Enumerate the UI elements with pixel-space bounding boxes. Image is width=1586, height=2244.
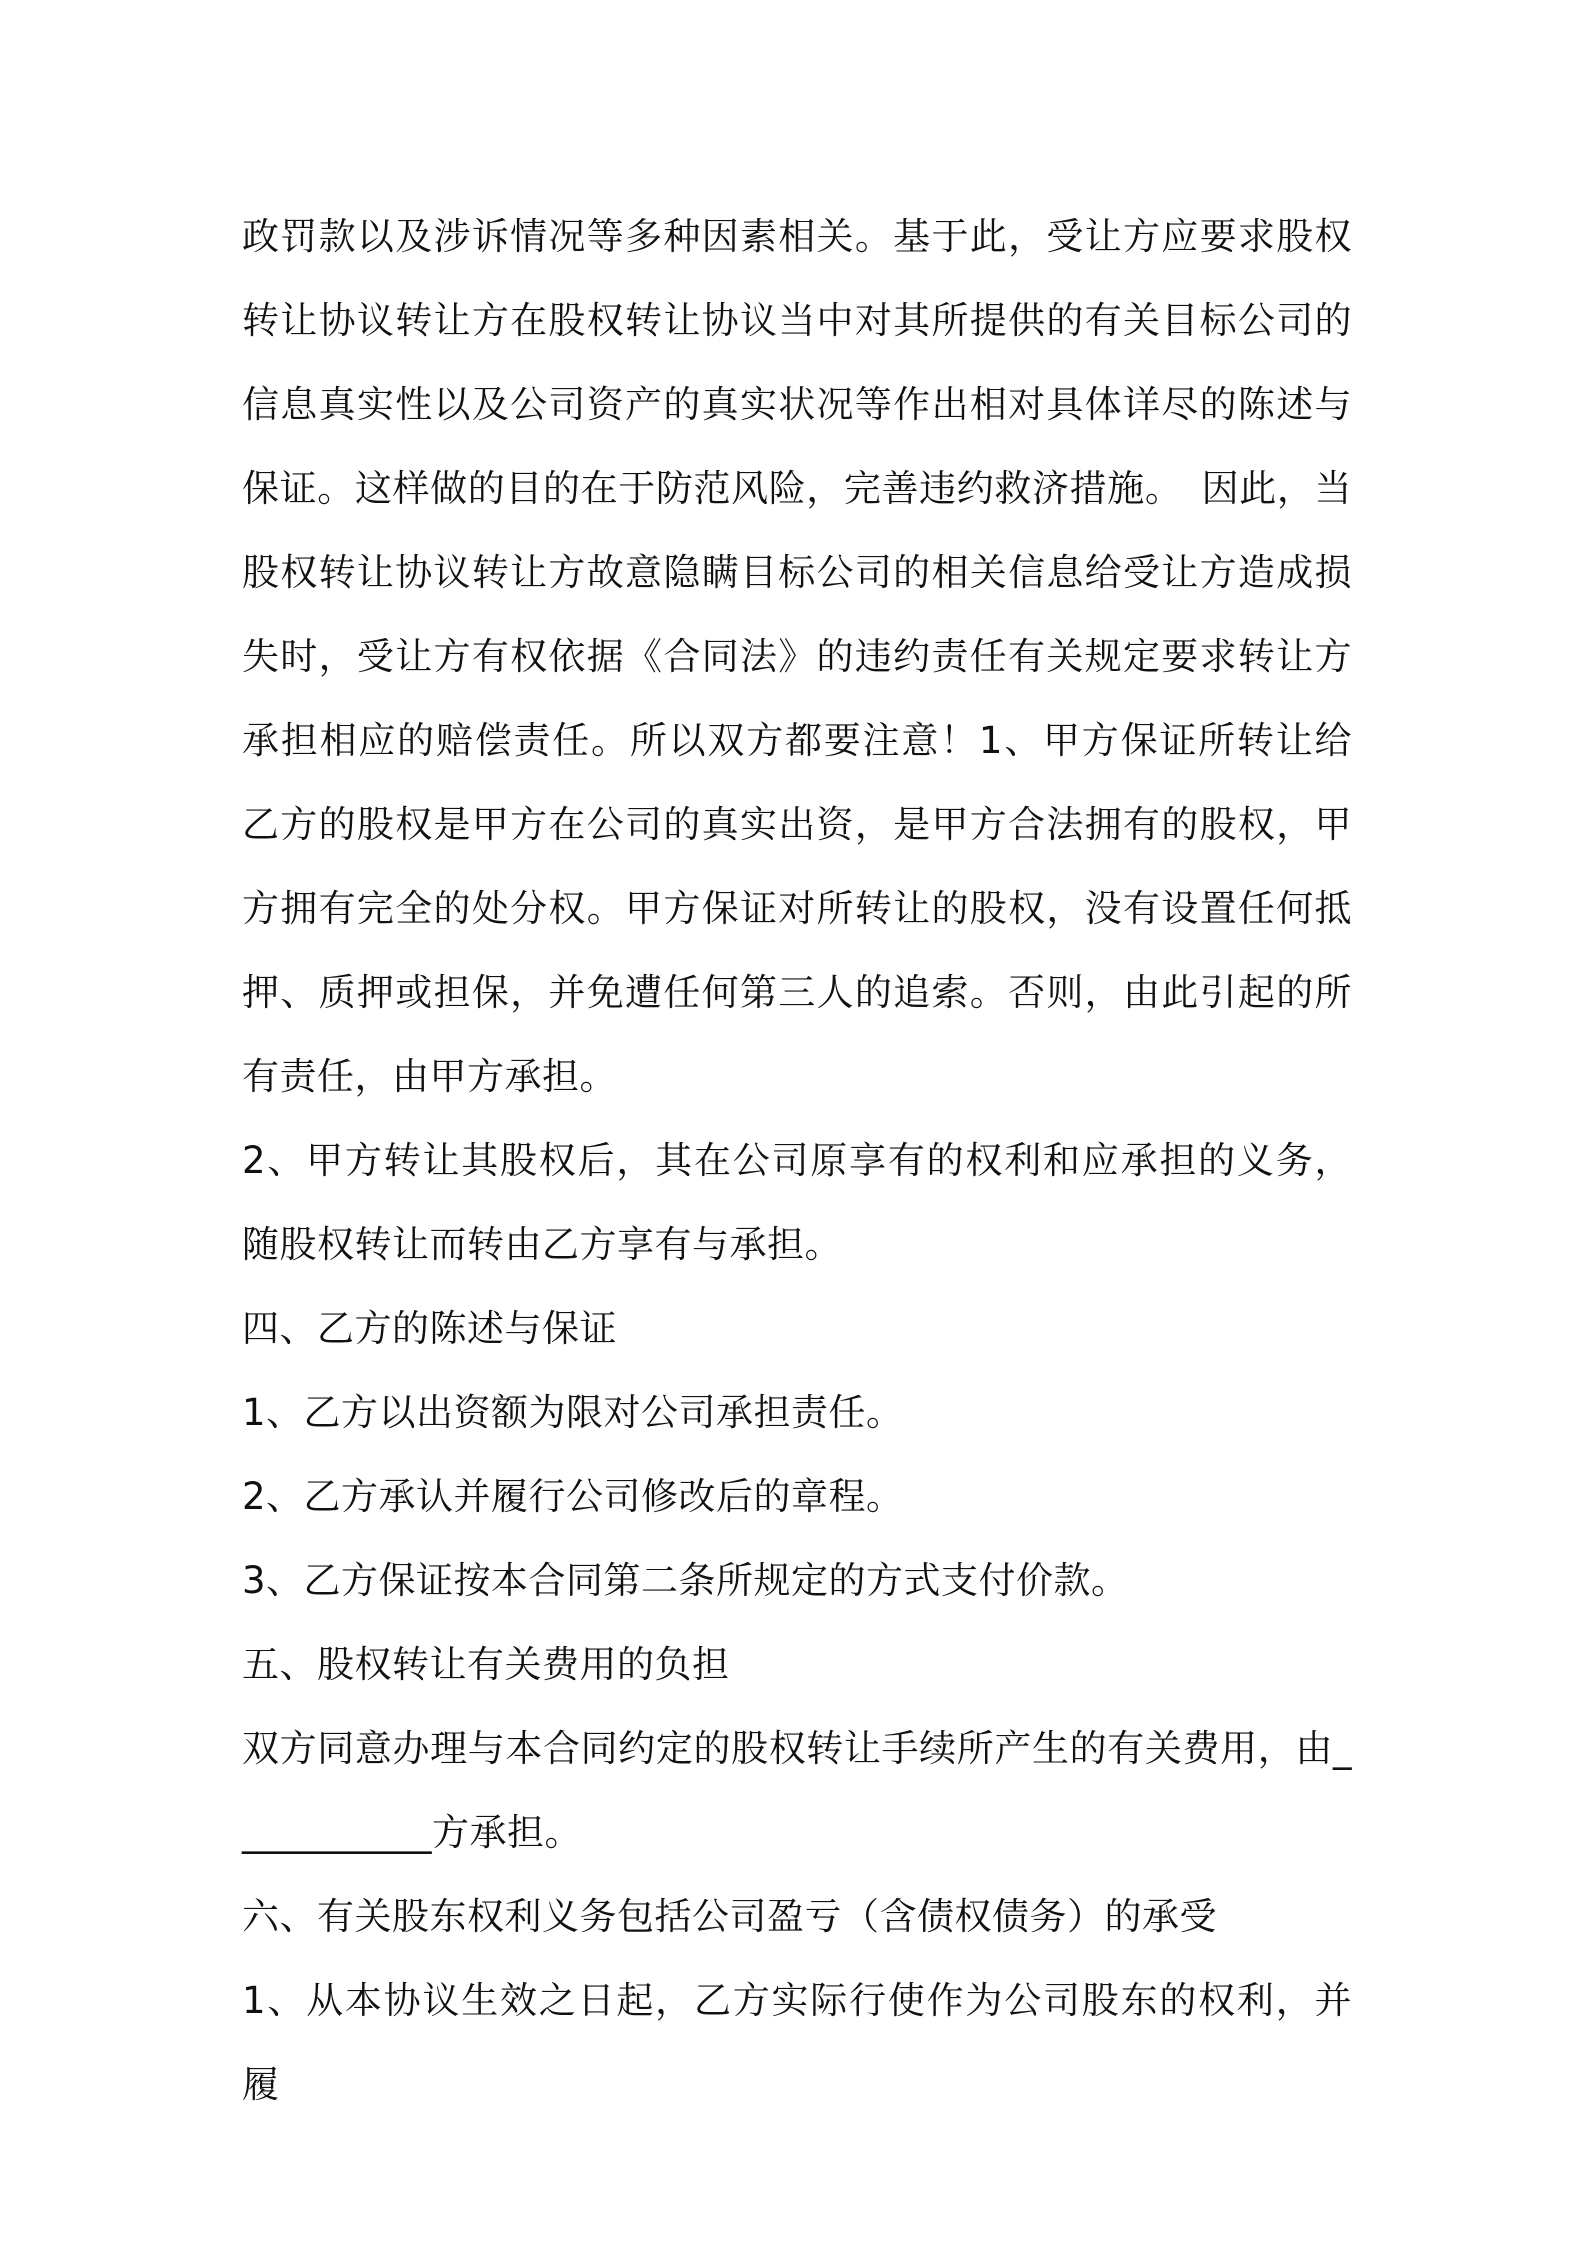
paragraph-warranty-intro: 政罚款以及涉诉情况等多种因素相关。基于此，受让方应要求股权转让协议转让方在股权转让协议当中对其所提供的有关目标公司的信息真实性以及公司资产的真实状况等作出相对具体详尽的陈述与保证。这样做的目的在于防范风险，完善违约救济措施。 因此，当股权转让协议转让方故意隐瞒目标公司的相关信息给受让方造成损失时，受让方有权依据《合同法》的违约责任有关规定要求转让方承担相应的赔偿责任。所以双方都要注意！1、甲方保证所转让给乙方的股权是甲方在公司的真实出资，是甲方合法拥有的股权，甲方拥有完全的处分权。甲方保证对所转让的股权，没有设置任何抵押、质押或担保，并免遭任何第三人的追索。否则，由此引起的所有责任，由甲方承担。 [242,215,1352,1098]
section-heading-4: 四、乙方的陈述与保证 [242,1307,617,1350]
paragraph-shareholder-rights-clause-1: 1、从本协议生效之日起，乙方实际行使作为公司股东的权利，并履 [242,1979,1352,2106]
document-body [242,195,1352,2127]
section-heading-6: 六、有关股东权利义务包括公司盈亏（含债权债务）的承受 [242,1895,1217,1938]
paragraph-party-b-clause-3: 3、乙方保证按本合同第二条所规定的方式支付价款。 [242,1559,1129,1602]
paragraph-party-b-clause-2: 2、乙方承认并履行公司修改后的章程。 [242,1475,904,1518]
paragraph-fees: 双方同意办理与本合同约定的股权转让手续所产生的有关费用，由___________方承担。 [242,1727,1352,1854]
section-heading-5: 五、股权转让有关费用的负担 [242,1643,730,1686]
paragraph-party-b-clause-1: 1、乙方以出资额为限对公司承担责任。 [242,1391,904,1434]
paragraph-clause-2-rights-transfer: 2、甲方转让其股权后，其在公司原享有的权利和应承担的义务，随股权转让而转由乙方享有与承担。 [242,1139,1352,1266]
